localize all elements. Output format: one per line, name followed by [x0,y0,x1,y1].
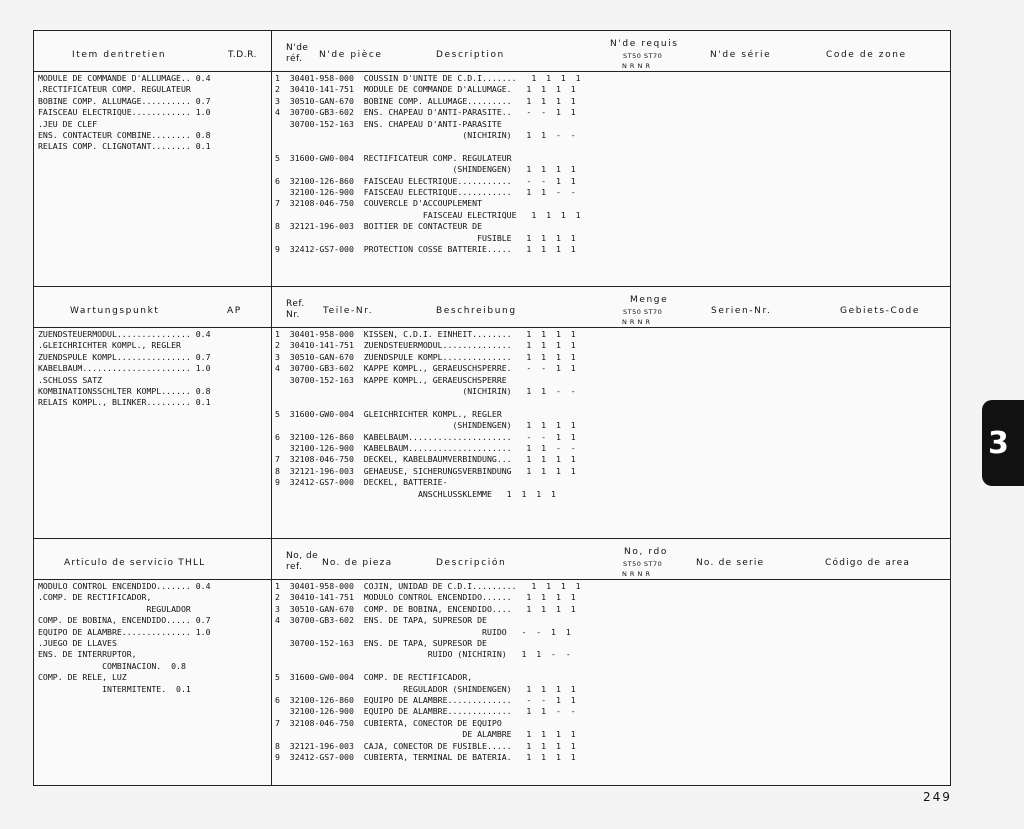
page-number: 249 [923,790,952,804]
header-zone: Código de area [825,558,911,568]
header-ref: Ref. Nr. [286,299,305,320]
section-spanish [34,539,950,785]
header-req: N'de requis [610,39,679,49]
header-req: Menge [630,295,669,305]
header-serie: N'de série [710,50,772,60]
header-piece: N'de pièce [319,50,383,60]
header-desc: Beschreibung [436,306,517,316]
header-french [34,31,950,71]
header-nr: N R N R [622,570,651,578]
header-item: Wartungspunkt [70,306,160,316]
parts-list-french: 1 30401-958-000 COUSSIN D'UNITE DE C.D.I....... 1 1 1 1 2 30410-141-751 MODULE DE COMMANDE D'ALLUMAGE. 1 1 1 1 3 30510-GAN-670 BOBINE COMP. ALLUMAGE......... 1 1 1 1 4 30700-GB3-602 ENS. CHAPEAU D'ANTI-PARASITE.. - - 1 1 30700-152-163 ENS. CHAPEAU D'ANTI-PARASITE (NICHIRIN) 1 1 - - 5 31600-GW0-004 RECTIFICATEUR COMP. REGULATEUR (SHINDENGEN) 1 1 1 1 6 32100-126-860 FAISCEAU ELECTRIQUE........... - - 1 1 32100-126-900 FAISCEAU ELECTRIQUE........... 1 1 - - 7 32108-046-750 COUVERCLE D'ACCOUPLEMENT FAISCEAU ELECTRIQUE 1 1 1 1 8 32121-196-003 BOITIER DE CONTACTEUR DE FUSIBLE 1 1 1 1 9 32412-GS7-000 PROTECTION COSSE BATTERIE..... 1 1 1 1 [275,73,581,255]
maintenance-list-french: MODULE DE COMMANDE D'ALLUMAGE.. 0.4 .RECTIFICATEUR COMP. REGULATEUR BOBINE COMP. ALLUMAGE.......... 0.7 FAISCEAU ELECTRIQUE............ 1.0 .JEU DE CLEF ENS. CONTACTEUR COMBINE........ 0.8 RELAIS COMP. CLIGNOTANT........ 0.1 [38,73,211,152]
section-tab [982,400,1024,486]
header-tdr: T.D.R. [228,50,257,60]
header-ref: N'de réf. [286,43,309,64]
header-desc: Description [436,50,505,60]
maintenance-list-spanish: MODULO CONTROL ENCENDIDO....... 0.4 .COMP. DE RECTIFICADOR, REGULADOR COMP. DE BOBINA, ENCENDIDO..... 0.7 EQUIPO DE ALAMBRE.............. 1.0 .JUEGO DE LLAVES ENS. DE INTERRUPTOR, COMBINACION. 0.8 COMP. DE RELE, LUZ INTERMITENTE. 0.1 [38,581,211,694]
header-german [34,287,950,327]
maintenance-list-german: ZUENDSTEUERMODUL............... 0.4 .GLEICHRICHTER KOMPL., REGLER ZUENDSPULE KOMPL............... 0.7 KABELBAUM...................... 1.0 .SCHLOSS SATZ KOMBINATIONSSCHLTER KOMPL...... 0.8 RELAIS KOMPL., BLINKER......... 0.1 [38,329,211,408]
header-item: Articulo de servicio THLL [64,558,206,568]
parts-list-german: 1 30401-958-000 KISSEN, C.D.I. EINHEIT........ 1 1 1 1 2 30410-141-751 ZUENDSTEUERMODUL.............. 1 1 1 1 3 30510-GAN-670 ZUENDSPULE KOMPL.............. 1 1 1 1 4 30700-GB3-602 KAPPE KOMPL., GERAEUSCHSPERRE. - - 1 1 30700-152-163 KAPPE KOMPL., GERAEUSCHSPERRE (NICHIRIN) 1 1 - - 5 31600-GW0-004 GLEICHRICHTER KOMPL., REGLER (SHINDENGEN) 1 1 1 1 6 32100-126-860 KABELBAUM..................... - - 1 1 32100-126-900 KABELBAUM..................... 1 1 - - 7 32108-046-750 DECKEL, KABELBAUMVERBINDUNG... 1 1 1 1 8 32121-196-003 GEHAEUSE, SICHERUNGSVERBINDUNG 1 1 1 1 9 32412-GS7-000 DECKEL, BATTERIE- ANSCHLUSSKLEMME 1 1 1 1 [275,329,576,499]
header-piece: No. de pieza [322,558,393,568]
header-nr: N R N R [622,318,651,326]
header-zone: Gebiets-Code [840,306,920,316]
header-req: No, rdo [624,547,668,557]
header-nr: N R N R [622,62,651,70]
header-models: ST50 ST70 [623,308,663,316]
parts-list-spanish: 1 30401-958-000 COJIN, UNIDAD DE C.D.I......... 1 1 1 1 2 30410-141-751 MODULO CONTROL ENCENDIDO...... 1 1 1 1 3 30510-GAN-670 COMP. DE BOBINA, ENCENDIDO.... 1 1 1 1 4 30700-GB3-602 ENS. DE TAPA, SUPRESOR DE RUIDO - - 1 1 30700-152-163 ENS. DE TAPA, SUPRESOR DE RUIDO (NICHIRIN) 1 1 - - 5 31600-GW0-004 COMP. DE RECTIFICADOR, REGULADOR (SHINDENGEN) 1 1 1 1 6 32100-126-860 EQUIPO DE ALAMBRE............. - - 1 1 32100-126-900 EQUIPO DE ALAMBRE............. 1 1 - - 7 32108-046-750 CUBIERTA, CONECTOR DE EQUIPO DE ALAMBRE 1 1 1 1 8 32121-196-003 CAJA, CONECTOR DE FUSIBLE..... 1 1 1 1 9 32412-GS7-000 CUBIERTA, TERMINAL DE BATERIA. 1 1 1 1 [275,581,581,763]
header-models: ST50 ST70 [623,560,663,568]
header-tdr: AP [227,306,242,316]
header-zone: Code de zone [826,50,907,60]
section-german [34,287,950,539]
header-serie: Serien-Nr. [711,306,772,316]
header-desc: Descripción [436,558,507,568]
parts-table [33,30,951,786]
header-spanish [34,539,950,579]
section-french [34,31,950,287]
header-item: Item dentretien [72,50,167,60]
section-tab-number: 3 [988,426,1009,461]
header-piece: Teile-Nr. [323,306,374,316]
header-ref: No, de ref. [286,551,319,572]
header-models: ST50 ST70 [623,52,663,60]
header-serie: No. de serie [696,558,765,568]
